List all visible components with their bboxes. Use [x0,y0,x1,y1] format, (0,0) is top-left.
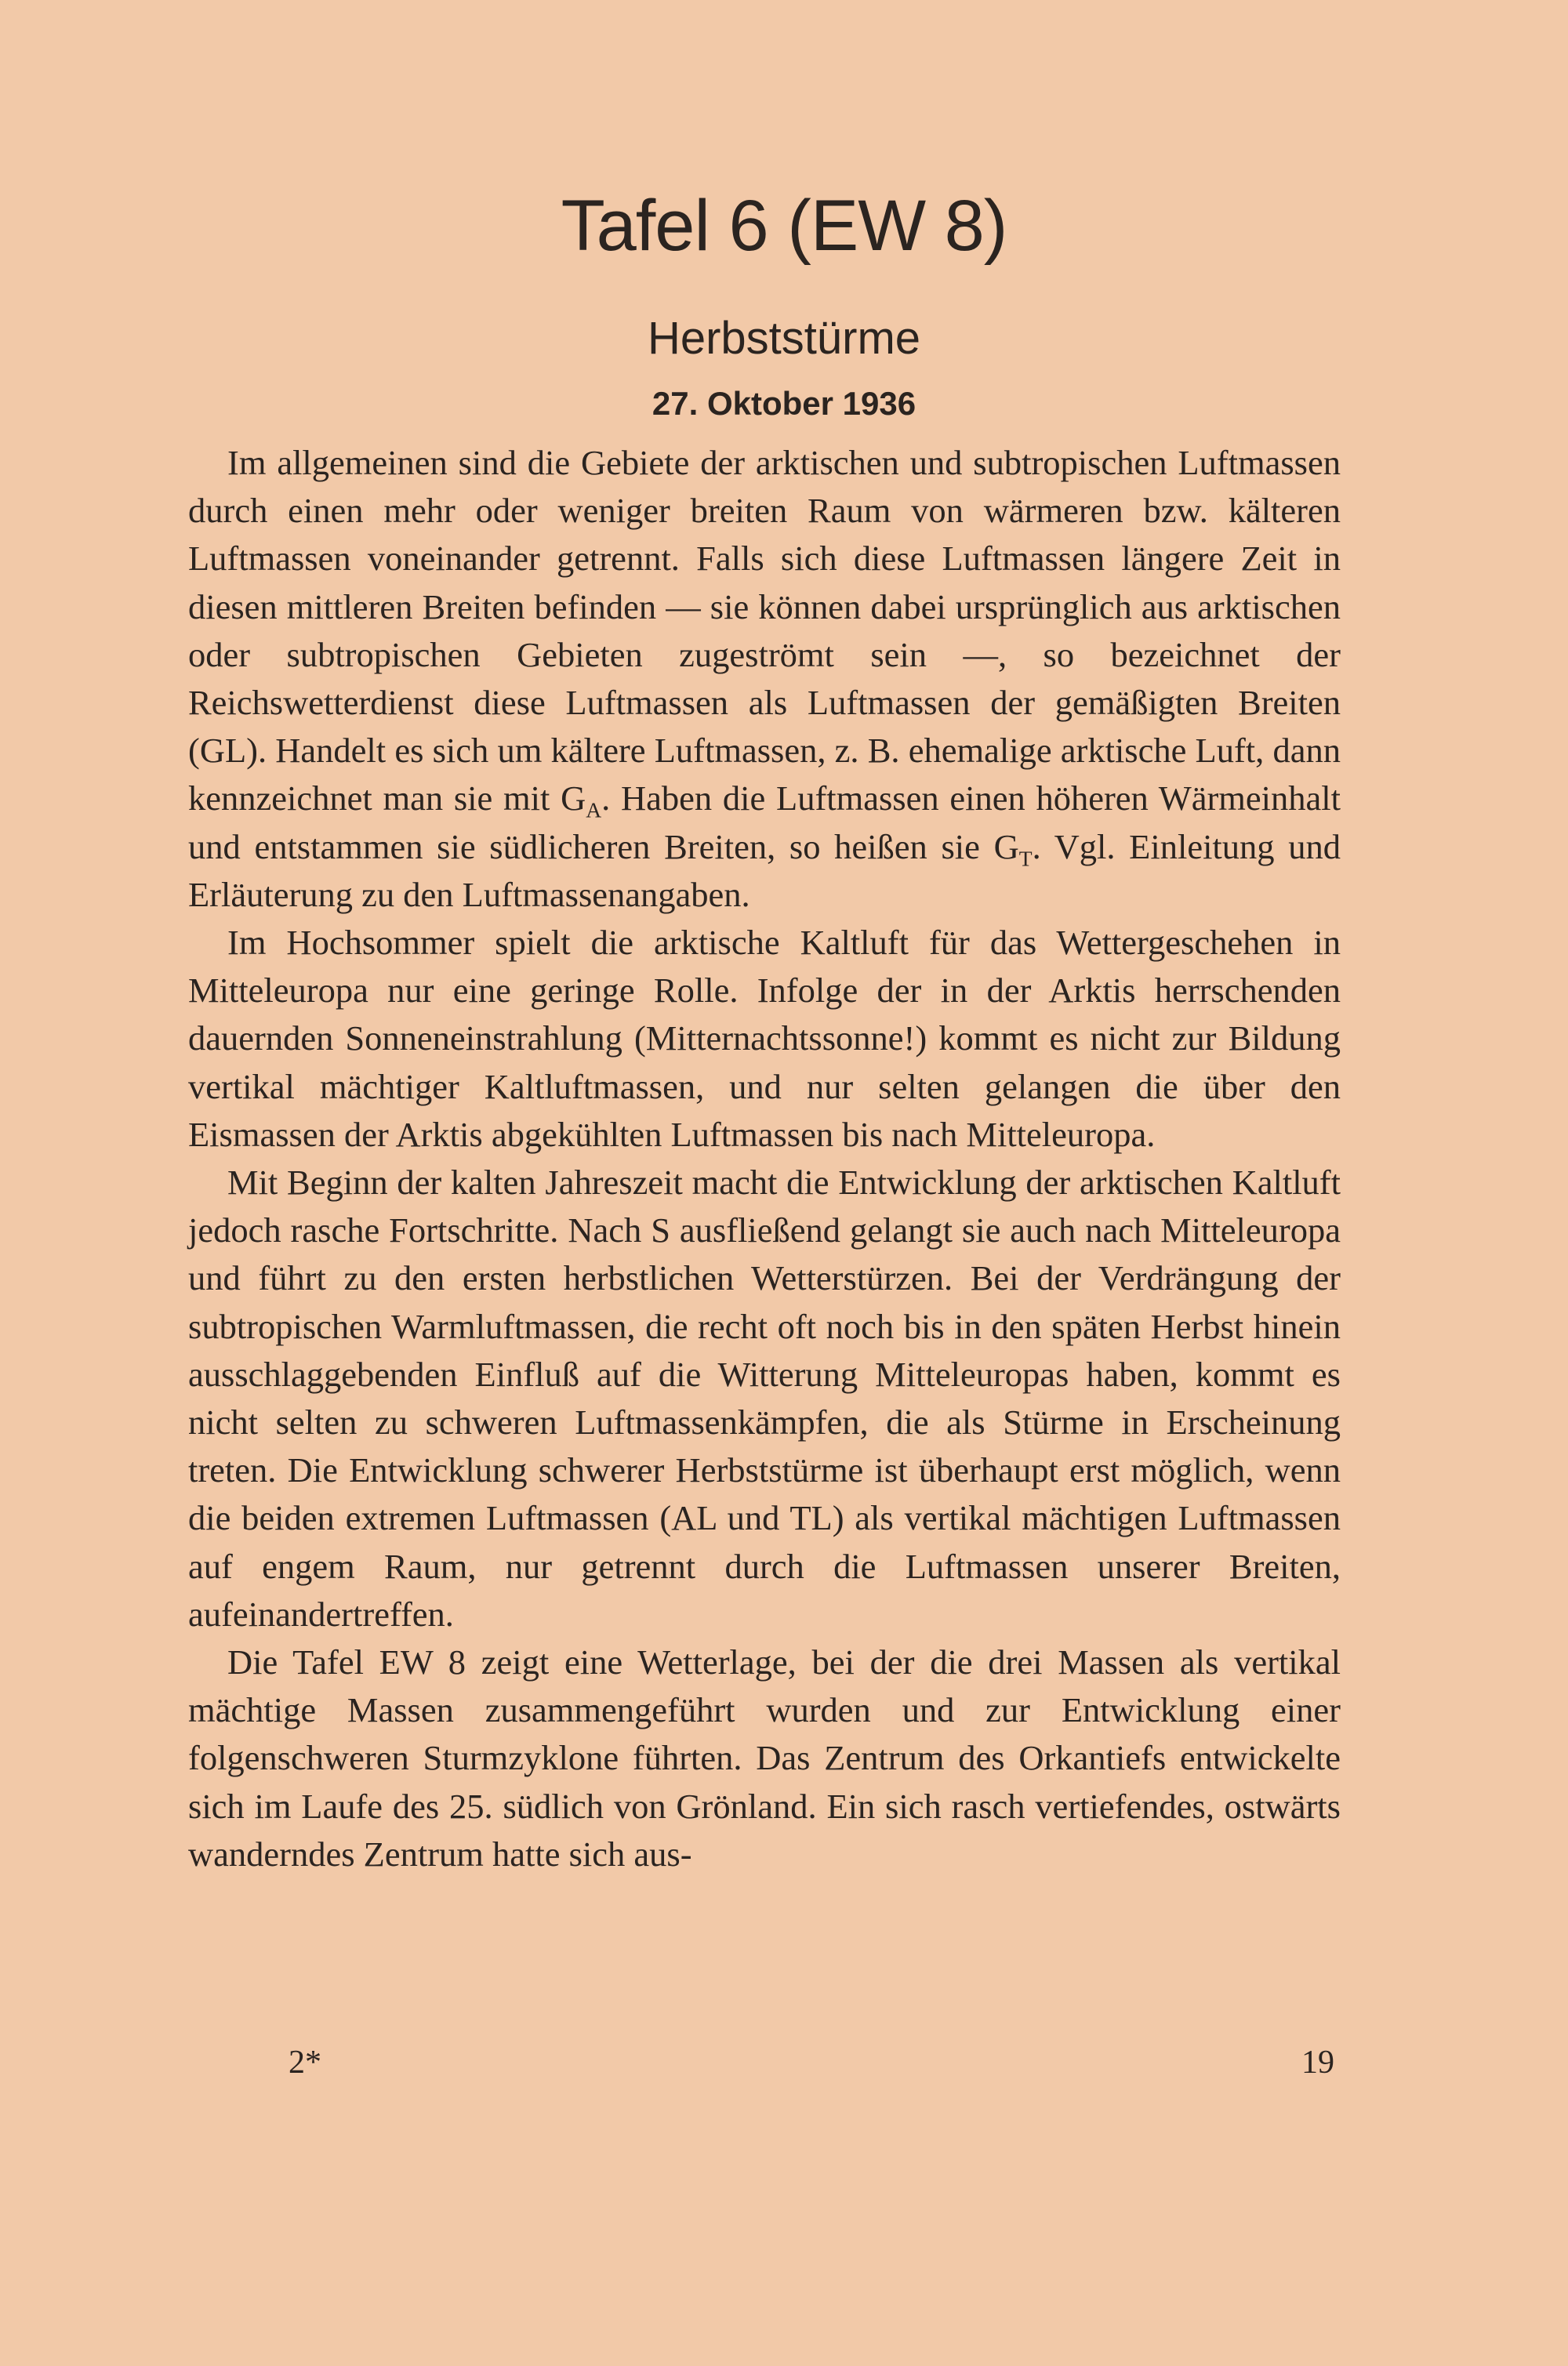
signature-mark: 2* [289,2045,321,2081]
page-title: Tafel 6 (EW 8) [561,186,1007,266]
subscript-t: T [1018,846,1033,871]
paragraph-1 [188,439,1341,919]
paragraph-2: Im Hochsommer spielt die arktische Kaltluft für das Wettergeschehen in Mitteleuropa nur eine geringe Rolle. Infolge der in der Arktis herrschenden dauernden Sonneneinstrahlung (Mitternachtssonne!) kommt es nicht zur Bildung vertikal mächtiger Kaltluftmassen, und nur selten gelangen die über den Eismassen der Arktis abgekühlten Luftmassen bis nach Mitteleuropa. [188,923,1341,1154]
paragraph-3: Mit Beginn der kalten Jahreszeit macht die Entwicklung der arktischen Kaltluft jedoch rasche Fortschritte. Nach S ausfließend gelangt sie auch nach Mitteleuropa und führt zu den ersten herbstlichen Wetterstürzen. Bei der Verdrängung der subtropischen Warmluftmassen, die recht oft noch bis in den späten Herbst hinein ausschlaggebenden Einfluß auf die Witterung Mitteleuropas haben, kommt es nicht selten zu schweren Luftmassenkämpfen, die als Stürme in Erscheinung treten. Die Entwicklung schwerer Herbststürme ist überhaupt erst möglich, wenn die beiden extremen Luftmassen (AL und TL) als vertikal mächtigen Luftmassen auf engem Raum, nur getrennt durch die Luftmassen unserer Breiten, aufeinandertreffen. [188,1163,1341,1634]
body-text [188,439,1341,1878]
subscript-a: A [586,798,602,823]
date-line: 27. Oktober 1936 [652,385,916,422]
paragraph-1-part-a: Im allgemeinen sind die Gebiete der arktischen und subtropischen Luftmassen durch einen mehr oder weniger breiten Raum von wärmeren bzw. kälteren Luftmassen voneinander getrennt. Falls sich diese Luftmassen längere Zeit in diesen mittleren Breiten befinden — sie können dabei ursprünglich aus arktischen oder subtropischen Gebieten zugeströmt sein —, so bezeichnet der Reichswetterdienst diese Luftmassen als Luftmassen der gemäßigten Breiten (GL). Handelt es sich um kältere Luftmassen, z. B. ehemalige arktische Luft, dann kennzeichnet man sie mit G [188,443,1341,818]
page-number: 19 [1301,2045,1334,2081]
paragraph-1-part-b: . Haben die Luftmassen einen höheren Wärmeinhalt und entstammen sie südlicheren Breiten, so heißen sie G [188,778,1341,866]
paragraph-4: Die Tafel EW 8 zeigt eine Wetterlage, bei der die drei Massen als vertikal mächtige Massen zusammengeführt wurden und zur Entwicklung einer folgenschweren Sturmzyklone führten. Das Zentrum des Orkantiefs entwickelte sich im Laufe des 25. südlich von Grönland. Ein sich rasch vertiefendes, ostwärts wanderndes Zentrum hatte sich aus- [188,1642,1341,1874]
paragraph-1-part-c: . Vgl. Einleitung und Erläuterung zu den Luftmassenangaben. [188,826,1341,914]
section-heading: Herbststürme [647,313,921,364]
